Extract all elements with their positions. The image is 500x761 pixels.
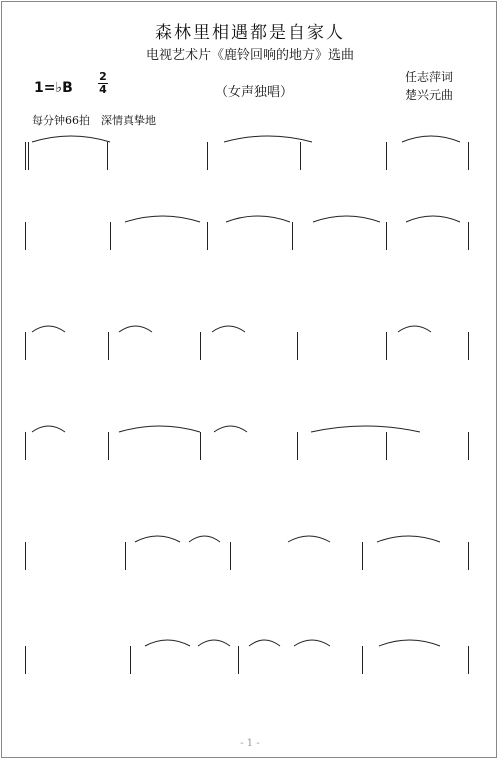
song-title: 森林里相遇都是自家人: [155, 23, 345, 43]
barline: [110, 222, 111, 250]
page-number: - 1 -: [240, 738, 260, 749]
barline: [297, 432, 298, 460]
barline: [386, 222, 387, 250]
barline: [25, 646, 26, 674]
barline: [468, 646, 469, 674]
barline: [297, 332, 298, 360]
barline: [108, 432, 109, 460]
barline: [25, 142, 26, 170]
barline: [130, 646, 131, 674]
barline: [200, 432, 201, 460]
barline: [238, 646, 239, 674]
barline: [468, 542, 469, 570]
barline: [207, 222, 208, 250]
barline: [468, 222, 469, 250]
barline: [125, 542, 126, 570]
barline: [386, 432, 387, 460]
barline: [207, 142, 208, 170]
tempo-marking: 每分钟66拍 深情真挚地: [32, 114, 156, 127]
lyricist-credit: 任志萍词: [405, 70, 454, 84]
barline: [108, 332, 109, 360]
composer-credit: 楚兴元曲: [405, 88, 454, 102]
barline: [25, 542, 26, 570]
key-signature: 1=♭B: [34, 80, 73, 96]
barline: [107, 142, 108, 170]
time-signature-top: 2: [99, 70, 107, 83]
song-subtitle: 电视艺术片《鹿铃回响的地方》选曲: [145, 48, 354, 63]
barline: [230, 542, 231, 570]
barline: [28, 142, 29, 170]
barline: [292, 222, 293, 250]
barline: [386, 332, 387, 360]
barline: [362, 646, 363, 674]
barline: [386, 142, 387, 170]
barline: [468, 142, 469, 170]
barline: [25, 432, 26, 460]
barline: [200, 332, 201, 360]
barline: [25, 332, 26, 360]
barline: [300, 142, 301, 170]
barline: [362, 542, 363, 570]
time-signature: [98, 71, 108, 96]
time-signature-bottom: 4: [99, 83, 107, 96]
barline: [468, 432, 469, 460]
voice-type: （女声独唱）: [215, 85, 294, 100]
barline: [25, 222, 26, 250]
barline: [468, 332, 469, 360]
